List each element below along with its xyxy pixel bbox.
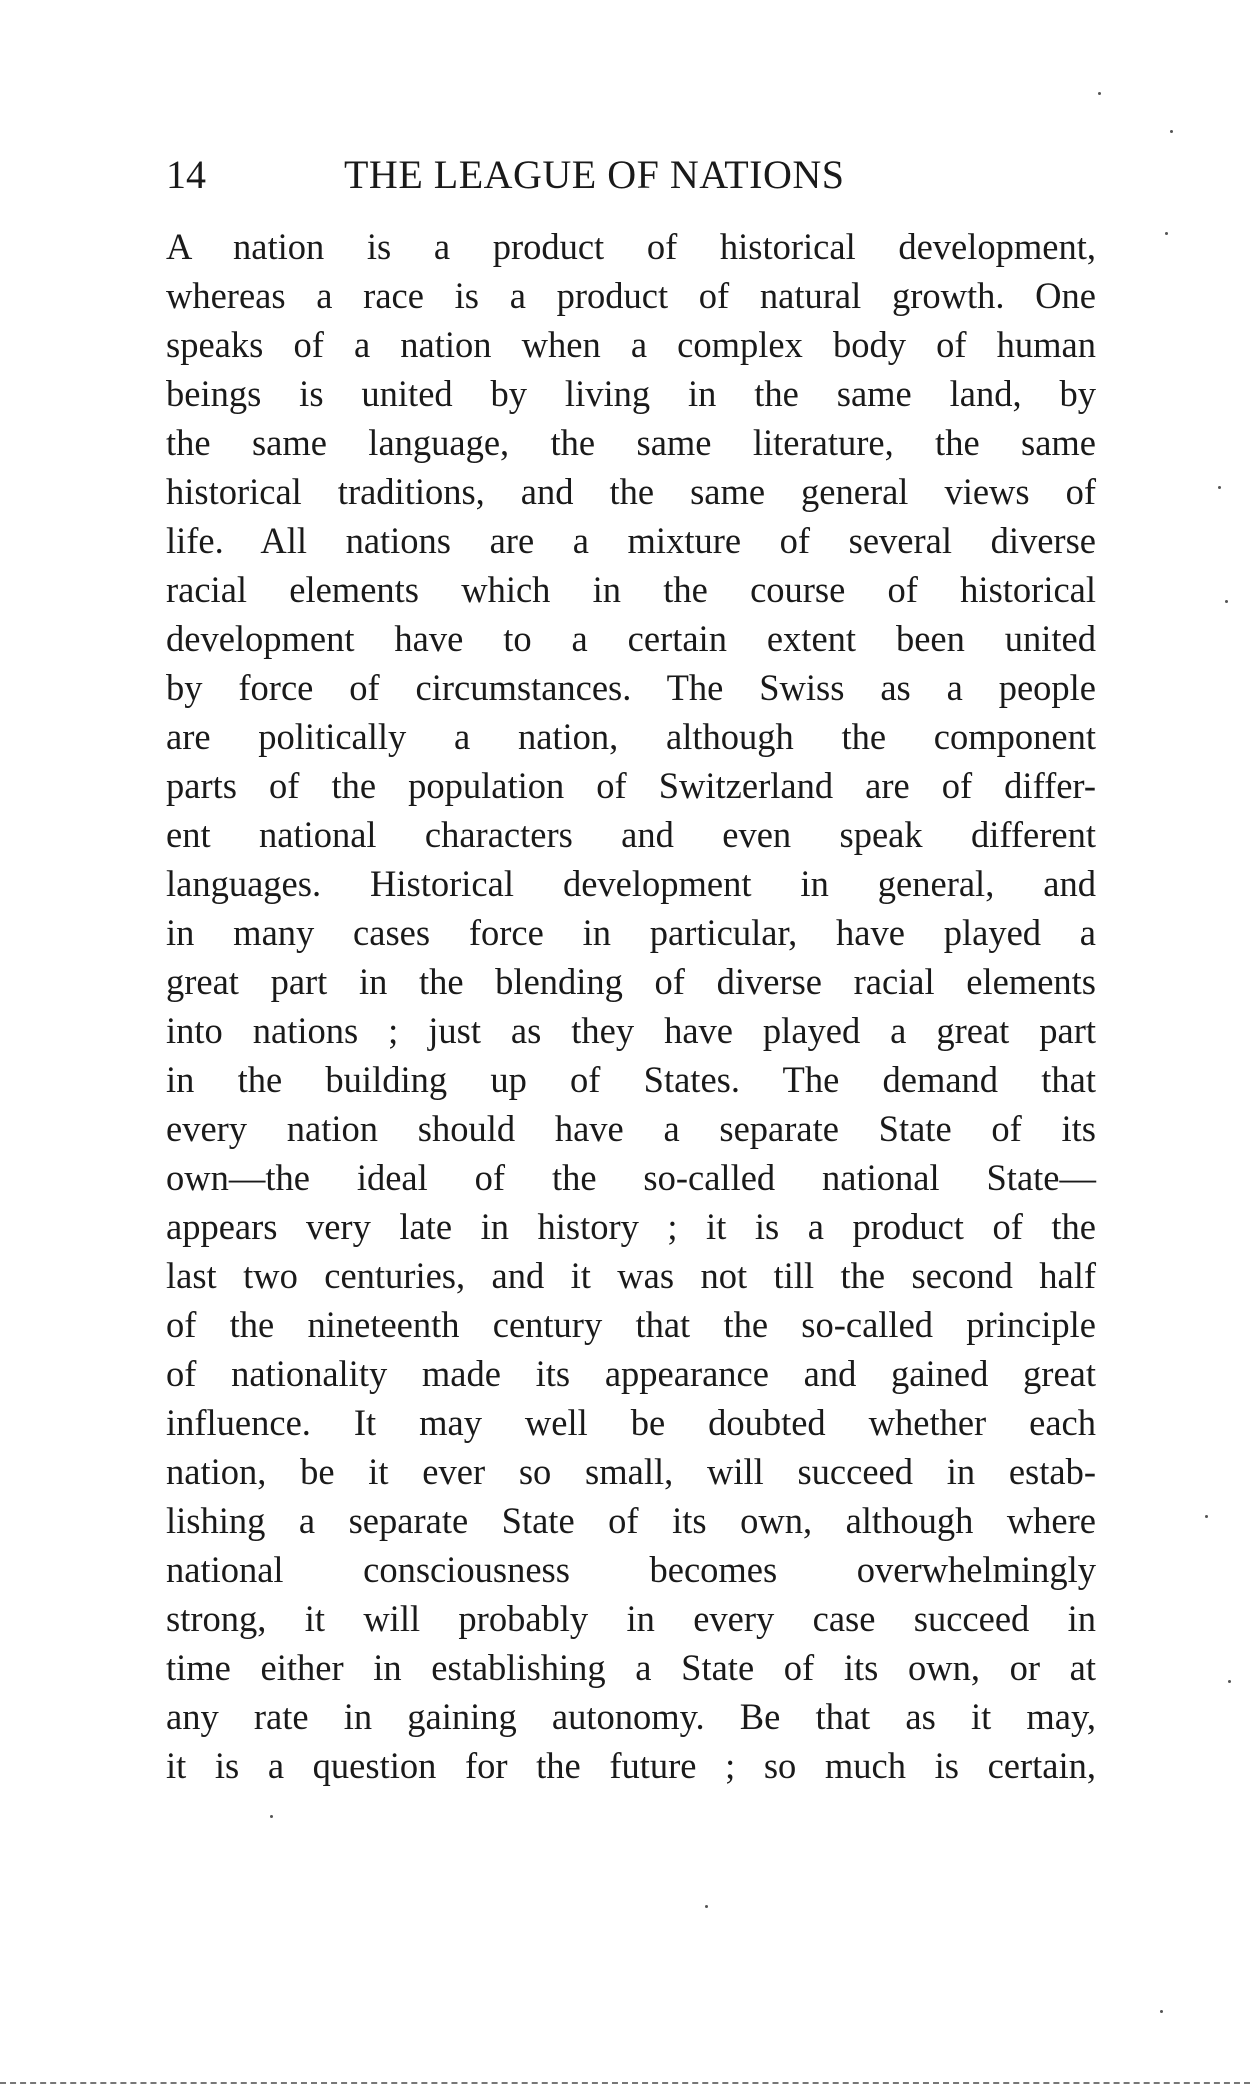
text-line: influence. It may well be doubted whether each — [166, 1402, 1096, 1443]
scan-speck — [1225, 600, 1228, 603]
scan-speck — [705, 1905, 708, 1908]
scan-speck — [270, 1815, 273, 1818]
scan-speck — [1228, 1680, 1231, 1683]
text-line: of the nineteenth century that the so-called principle — [166, 1304, 1096, 1345]
text-line: own—the ideal of the so-called national State— — [166, 1157, 1096, 1198]
text-line: every nation should have a separate State of its — [166, 1108, 1096, 1149]
scan-speck — [1218, 486, 1221, 489]
text-line: beings is united by living in the same land, by — [166, 373, 1096, 414]
text-line: national consciousness becomes overwhelmingly — [166, 1549, 1096, 1590]
running-title: THE LEAGUE OF NATIONS — [344, 152, 845, 197]
text-line: are politically a nation, although the component — [166, 716, 1096, 757]
text-line: parts of the population of Switzerland are of differ- — [166, 765, 1096, 806]
text-line: into nations ; just as they have played a great part — [166, 1010, 1096, 1051]
running-head — [166, 150, 1096, 200]
text-line: time either in establishing a State of its own, or at — [166, 1647, 1096, 1688]
text-line: languages. Historical development in general, and — [166, 863, 1096, 904]
text-line: historical traditions, and the same general views of — [166, 471, 1096, 512]
text-line: in many cases force in particular, have played a — [166, 912, 1096, 953]
text-line: in the building up of States. The demand that — [166, 1059, 1096, 1100]
text-line: life. All nations are a mixture of several diverse — [166, 520, 1096, 561]
scan-edge-rule — [0, 2082, 1250, 2084]
text-line: the same language, the same literature, the same — [166, 422, 1096, 463]
text-line: it is a question for the future ; so much is certain, — [166, 1745, 1096, 1786]
text-line: of nationality made its appearance and gained great — [166, 1353, 1096, 1394]
text-line: last two centuries, and it was not till the second half — [166, 1255, 1096, 1296]
text-line: development have to a certain extent been united — [166, 618, 1096, 659]
text-line: appears very late in history ; it is a product of the — [166, 1206, 1096, 1247]
text-line: speaks of a nation when a complex body of human — [166, 324, 1096, 365]
text-line: A nation is a product of historical development, — [166, 226, 1096, 267]
text-line: great part in the blending of diverse racial elements — [166, 961, 1096, 1002]
text-line: whereas a race is a product of natural growth. One — [166, 275, 1096, 316]
body-paragraph — [166, 222, 1096, 1790]
text-line: nation, be it ever so small, will succeed in estab- — [166, 1451, 1096, 1492]
text-line: lishing a separate State of its own, although where — [166, 1500, 1096, 1541]
scan-speck — [1160, 2010, 1163, 2013]
scan-speck — [1205, 1515, 1208, 1518]
scan-speck — [1098, 92, 1101, 95]
text-line: ent national characters and even speak different — [166, 814, 1096, 855]
page-number: 14 — [166, 152, 206, 197]
text-line: any rate in gaining autonomy. Be that as it may, — [166, 1696, 1096, 1737]
scan-speck — [1165, 232, 1168, 235]
text-line: racial elements which in the course of historical — [166, 569, 1096, 610]
text-line: by force of circumstances. The Swiss as a people — [166, 667, 1096, 708]
text-line: strong, it will probably in every case succeed in — [166, 1598, 1096, 1639]
scan-speck — [1170, 130, 1173, 133]
